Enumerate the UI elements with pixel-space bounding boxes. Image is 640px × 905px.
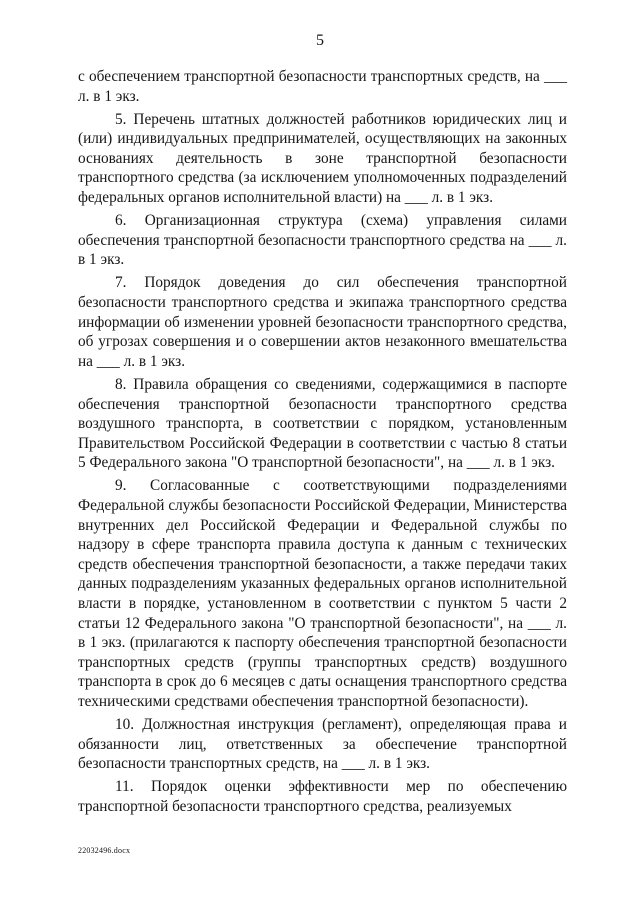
document-body bbox=[78, 67, 567, 820]
paragraph-item-9: 9. Согласованные с соответствующими подразделениями Федеральной службы безопасности Российской Федерации, Министерства внутренних дел Российской Федерации и Федеральной службы по надзору в сфере транспорта правила доступа к данным с технических средств обеспечения транспортной безопасности, а также передачи таких данных подразделениям указанных федеральных органов исполнительной власти в порядке, установленном в соответствии с пунктом 5 части 2 статьи 12 Федерального закона "О транспортной безопасности", на ___ л. в 1 экз. (прилагаются к паспорту обеспечения транспортной безопасности транспортных средств (группы транспортных средств) воздушного транспорта в срок до 6 месяцев с даты оснащения транспортного средства техническими средствами обеспечения транспортной безопасности). bbox=[78, 477, 567, 710]
paragraph-continuation: с обеспечением транспортной безопасности транспортных средств, на ___ л. в 1 экз. bbox=[78, 68, 567, 105]
paragraph-item-10: 10. Должностная инструкция (регламент), определяющая права и обязанности лиц, ответственных за обеспечение транспортной безопасности транспортных средств, на ___ л. в 1 экз. bbox=[78, 716, 567, 773]
paragraph-item-7: 7. Порядок доведения до сил обеспечения транспортной безопасности транспортного средства и экипажа транспортного средства информации об изменении уровней безопасности транспортного средства, об угрозах совершения и о совершении актов незаконного вмешательства на ___ л. в 1 экз. bbox=[78, 274, 567, 370]
paragraph-item-8: 8. Правила обращения со сведениями, содержащимися в паспорте обеспечения транспортной безопасности транспортного средства воздушного транспорта, в соответствии с порядком, установленным Правительством Российской Федерации в соответствии с частью 8 статьи 5 Федерального закона "О транспортной безопасности", на ___ л. в 1 экз. bbox=[78, 375, 567, 472]
paragraph-item-6: 6. Организационная структура (схема) управления силами обеспечения транспортной безопасности транспортного средства на ___ л. в 1 экз. bbox=[78, 212, 567, 269]
paragraph-item-5: 5. Перечень штатных должностей работников юридических лиц и (или) индивидуальных предпринимателей, осуществляющих на законных основаниях деятельность в зоне транспортной безопасности транспортного средства (за исключением уполномоченных подразделений федеральных органов исполнительной власти) на ___ л. в 1 экз. bbox=[78, 110, 567, 207]
paragraph-item-11: 11. Порядок оценки эффективности мер по обеспечению транспортной безопасности транспортного средства, реализуемых bbox=[78, 778, 567, 815]
footer-filename: 22032496.docx bbox=[78, 846, 131, 855]
page-number: 5 bbox=[316, 32, 324, 49]
